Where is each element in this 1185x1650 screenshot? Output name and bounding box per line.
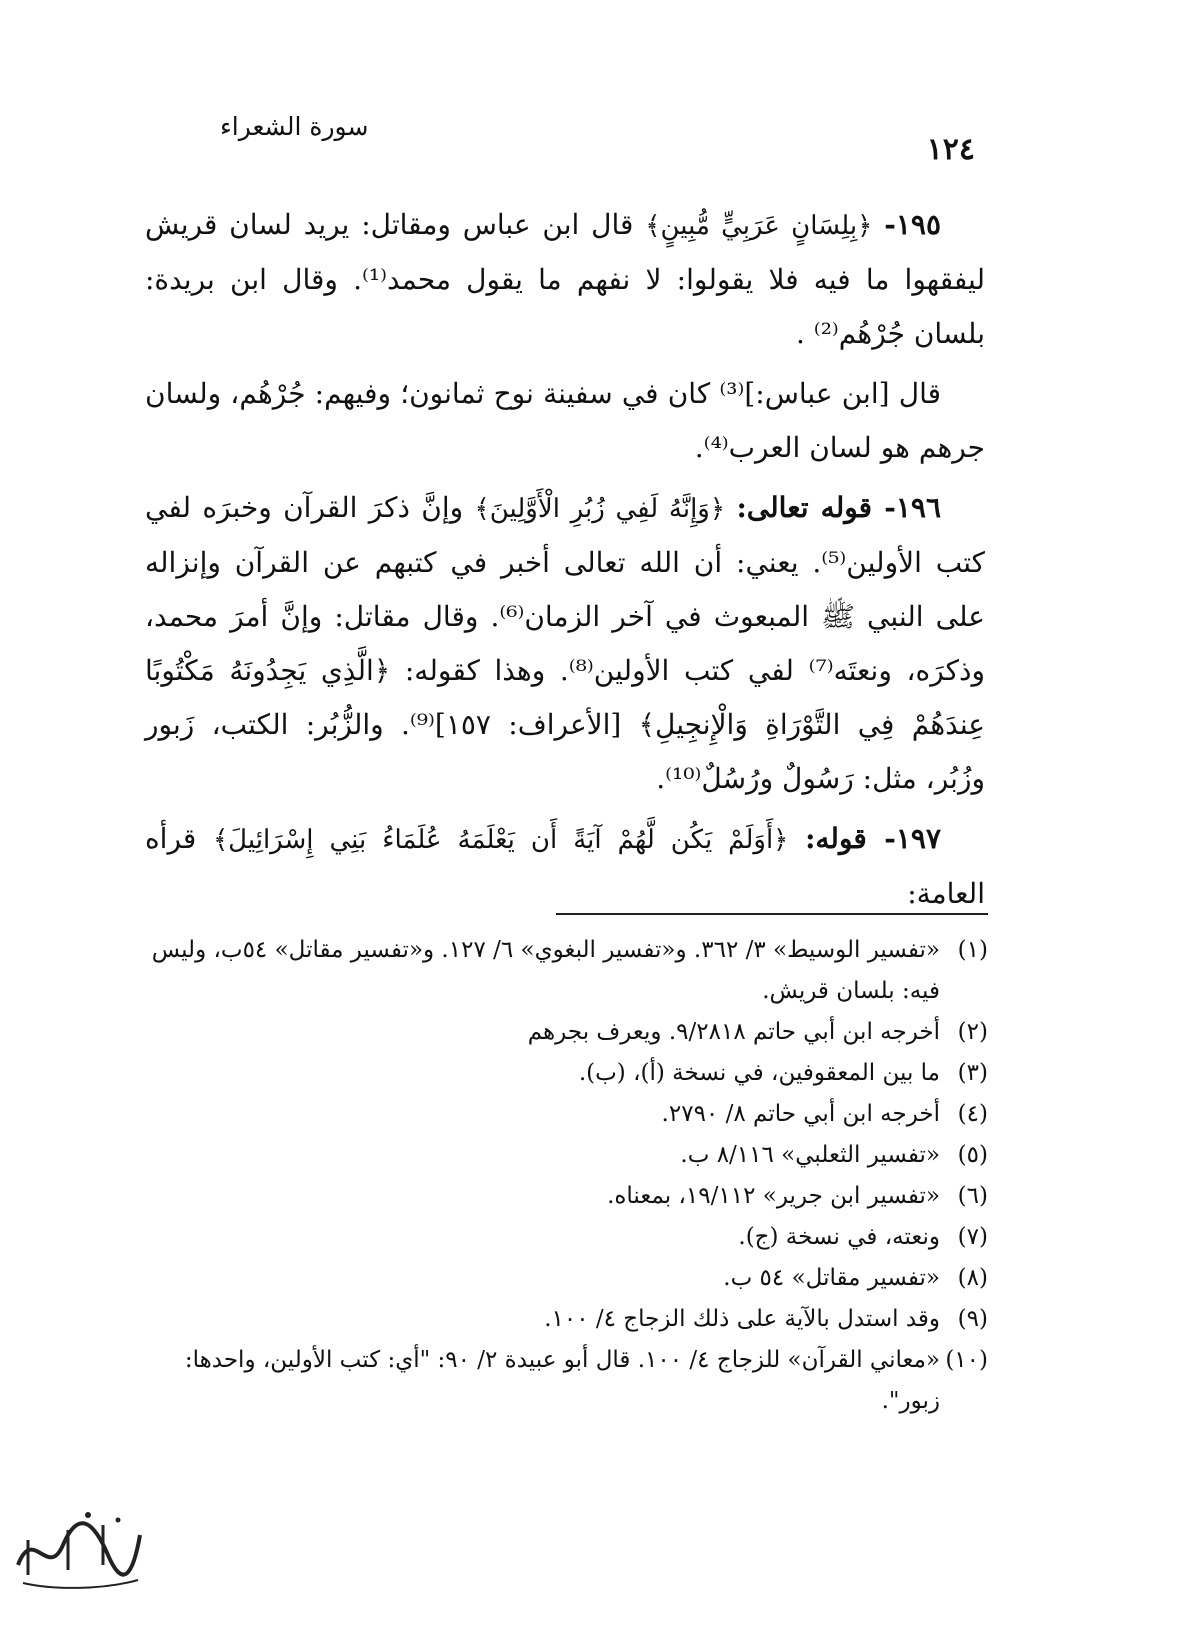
paragraph-196 bbox=[145, 481, 985, 806]
quran-verse: ﴿بِلِسَانٍ عَرَبِيٍّ مُّبِينٍ﴾ bbox=[645, 211, 873, 241]
publisher-logo bbox=[8, 1495, 148, 1595]
paragraph-195 bbox=[145, 198, 985, 361]
footnote-text: «تفسير الوسيط» ٣/ ٣٦٢. و«تفسير البغوي» ٦/ ١٢٧. و«تفسير مقاتل» ٥٤ب، وليس فيه: بلسان قريش. bbox=[151, 937, 940, 1004]
footnote-text: أخرجه ابن أبي حاتم ٨/ ٢٧٩٠. bbox=[661, 1101, 940, 1127]
footnote-7 bbox=[140, 1217, 988, 1258]
footnote-3 bbox=[140, 1053, 988, 1094]
footnote-marker: (٢) bbox=[957, 1019, 988, 1045]
footnote-text: أخرجه ابن أبي حاتم ٩/٢٨١٨. ويعرف بجرهم bbox=[527, 1019, 940, 1045]
paragraph-text: قرأه العامة: bbox=[145, 822, 985, 910]
verse-number: ١٩٦- قوله تعالى: bbox=[736, 491, 941, 524]
footnote-text: ونعته، في نسخة (ج). bbox=[738, 1224, 940, 1250]
footnote-marker: (٦) bbox=[957, 1183, 988, 1209]
footnote-6 bbox=[140, 1176, 988, 1217]
paragraph-jurhum bbox=[145, 367, 985, 475]
footnote-text: «معاني القرآن» للزجاج ٤/ ١٠٠. قال أبو عبيدة ٢/ ٩٠: "أي: كتب الأولين، واحدها: زبور". bbox=[184, 1347, 940, 1414]
footnote-marker: (٥) bbox=[957, 1142, 988, 1168]
footnote-marker: (٤) bbox=[957, 1101, 988, 1127]
footnote-marker: (٧) bbox=[957, 1224, 988, 1250]
footnote-8 bbox=[140, 1258, 988, 1299]
page-header bbox=[220, 112, 975, 167]
footnote-marker: (١٠) bbox=[945, 1347, 988, 1373]
page-number: ١٢٤ bbox=[926, 132, 975, 167]
footnote-text: «تفسير مقاتل» ٥٤ ب. bbox=[723, 1265, 940, 1291]
footnote-marker: (٨) bbox=[957, 1265, 988, 1291]
footnote-2 bbox=[140, 1012, 988, 1053]
footnote-marker: (١) bbox=[957, 937, 988, 963]
quran-verse: ﴿أَوَلَمْ يَكُن لَّهُمْ آيَةً أَن يَعْلَمَهُ عُلَمَاءُ بَنِي إِسْرَائِيلَ﴾ bbox=[212, 825, 789, 855]
footnote-marker: (٩) bbox=[957, 1306, 988, 1332]
footnote-text: وقد استدل بالآية على ذلك الزجاج ٤/ ١٠٠. bbox=[544, 1306, 940, 1332]
main-text bbox=[145, 198, 985, 927]
footnotes bbox=[140, 930, 988, 1422]
footnote-marker: (٣) bbox=[957, 1060, 988, 1086]
paragraph-text: وإنَّ ذكرَ القرآن وخبرَه لفي كتب الأولين⁽⁵⁾. يعني: أن الله تعالى أخبر في كتبهم عن القرآن وإنزاله على النبي ﷺ المبعوث في آخر الزمان⁽⁶⁾. وقال مقاتل: وإنَّ أمرَ محمد، وذكرَه، ونعتَه⁽⁷⁾ لفي كتب الأولين⁽⁸⁾. وهذا كقوله: ﴿الَّذِي يَجِدُونَهُ مَكْتُوبًا عِندَهُمْ فِي التَّوْرَاةِ وَالْإِنجِيلِ﴾ [الأعراف: ١٥٧]⁽⁹⁾. والزُّبُر: الكتب، زَبور وزُبُر، مثل: رَسُولٌ ورُسُلٌ⁽¹⁰⁾. bbox=[145, 491, 985, 795]
footnote-text: «تفسير الثعلبي» ٨/١١٦ ب. bbox=[680, 1142, 940, 1168]
verse-number: ١٩٧- قوله: bbox=[805, 822, 942, 855]
paragraph-text: قال ابن عباس ومقاتل: يريد لسان قريش ليفقهوا ما فيه فلا يقولوا: لا نفهم ما يقول محمد⁽¹⁾. وقال ابن بريدة: بلسان جُرْهُم⁽²⁾ . bbox=[145, 208, 986, 350]
footnote-4 bbox=[140, 1094, 988, 1135]
surah-title: سورة الشعراء bbox=[220, 112, 369, 141]
footnote-text: ما بين المعقوفين، في نسخة (أ)، (ب). bbox=[578, 1060, 940, 1086]
footnote-9 bbox=[140, 1299, 988, 1340]
paragraph-text: قال [ابن عباس:]⁽³⁾ كان في سفينة نوح ثمانون؛ وفيهم: جُرْهُم، ولسان جرهم هو لسان العرب⁽⁴⁾. bbox=[145, 377, 985, 464]
paragraph-197 bbox=[145, 812, 985, 921]
footnote-divider bbox=[556, 913, 988, 915]
quran-verse: ﴿وَإِنَّهُ لَفِي زُبُرِ الْأَوَّلِينَ﴾ bbox=[474, 494, 726, 524]
footnote-text: «تفسير ابن جرير» ١٩/١١٢، بمعناه. bbox=[607, 1183, 940, 1209]
footnote-1 bbox=[140, 930, 988, 1012]
verse-number: ١٩٥- bbox=[884, 208, 941, 241]
footnote-5 bbox=[140, 1135, 988, 1176]
footnote-10 bbox=[140, 1340, 988, 1422]
